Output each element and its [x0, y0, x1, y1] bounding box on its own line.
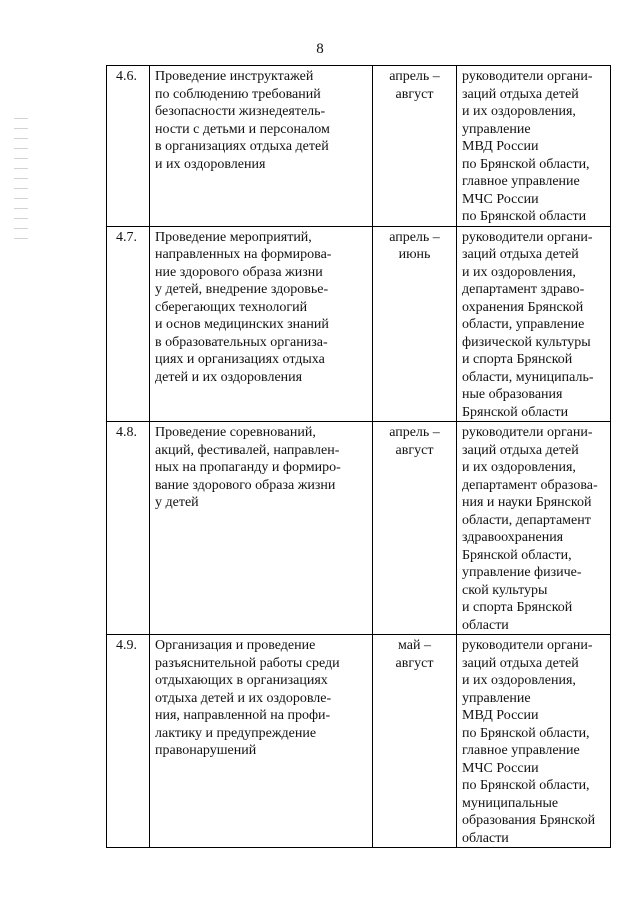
- responsible-cell: руководители органи- заций отдыха детей и их оздоровления, управление МВД России по Брянской области, главное управление МЧС России по Брянской области, муниципальные образования Брянской области: [457, 635, 611, 848]
- activity-description: Проведение соревнований, акций, фестивалей, направлен- ных на пропаганду и формиро- вание здорового образа жизни у детей: [150, 422, 373, 635]
- activity-plan-table: [106, 65, 611, 848]
- page-number: 8: [316, 41, 324, 57]
- responsible-cell: руководители органи- заций отдыха детей и их оздоровления, департамент образова- ния и науки Брянской области, департамент здравоохранения Брянской области, управление физиче- ской культуры и спорта Брянской области: [457, 422, 611, 635]
- item-number: 4.7.: [107, 226, 150, 422]
- margin-marks: [14, 118, 28, 244]
- period-cell: май – август: [373, 635, 457, 848]
- table-row: [107, 422, 611, 635]
- table-row: [107, 635, 611, 848]
- period-cell: апрель – август: [373, 422, 457, 635]
- activity-description: Проведение мероприятий, направленных на формирова- ние здорового образа жизни у детей, внедрение здоровье- сберегающих технологий и основ медицинских знаний в образовательных организа- циях и организациях отдыха детей и их оздоровления: [150, 226, 373, 422]
- responsible-cell: руководители органи- заций отдыха детей и их оздоровления, управление МВД России по Брянской области, главное управление МЧС России по Брянской области: [457, 66, 611, 227]
- period-cell: апрель – август: [373, 66, 457, 227]
- activity-description: Организация и проведение разъяснительной работы среди отдыхающих в организациях отдыха детей и их оздоровле- ния, направленной на профи- лактику и предупреждение правонарушений: [150, 635, 373, 848]
- responsible-cell: руководители органи- заций отдыха детей и их оздоровления, департамент здраво- охранения Брянской области, управление физической культуры и спорта Брянской области, муниципаль- ные образования Брянской области: [457, 226, 611, 422]
- period-cell: апрель – июнь: [373, 226, 457, 422]
- item-number: 4.6.: [107, 66, 150, 227]
- item-number: 4.8.: [107, 422, 150, 635]
- item-number: 4.9.: [107, 635, 150, 848]
- activity-description: Проведение инструктажей по соблюдению требований безопасности жизнедеятель- ности с детьми и персоналом в организациях отдыха детей и их оздоровления: [150, 66, 373, 227]
- table-row: [107, 66, 611, 227]
- table-row: [107, 226, 611, 422]
